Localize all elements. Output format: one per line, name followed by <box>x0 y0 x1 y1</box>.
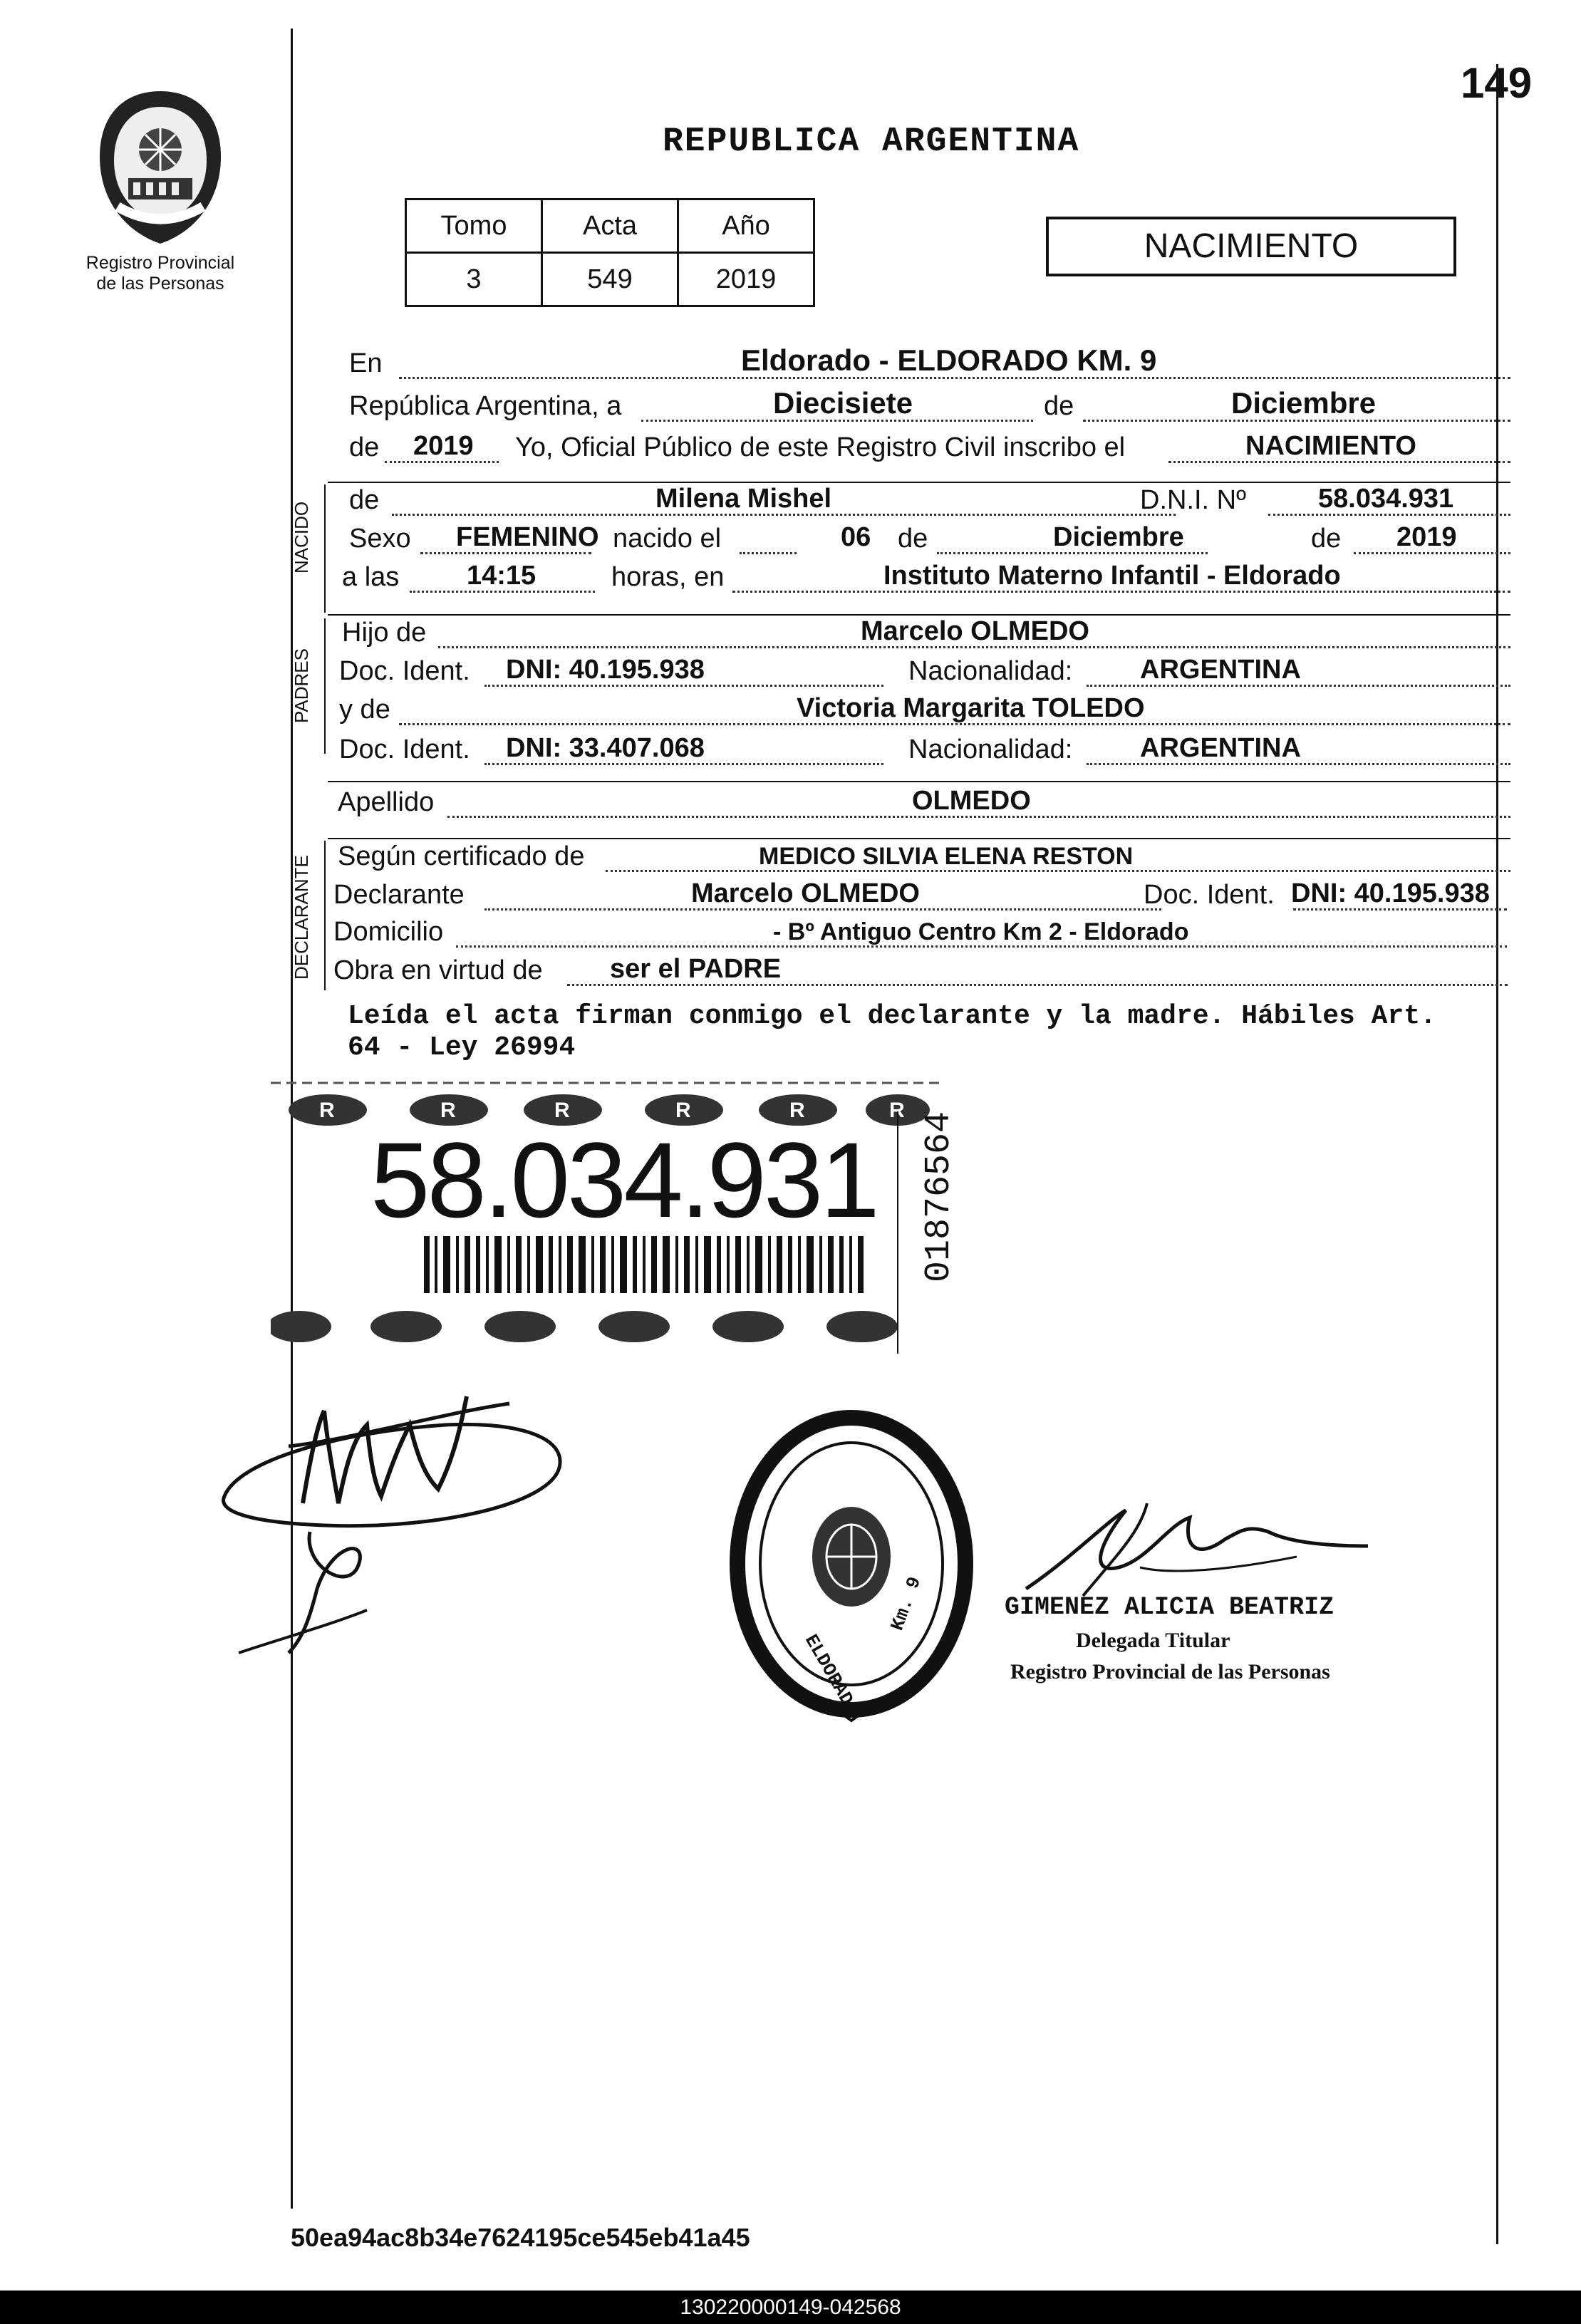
row-declarante <box>333 878 1510 918</box>
value-obra: ser el PADRE <box>610 954 782 984</box>
label-doc3: Doc. Ident. <box>1144 880 1275 910</box>
label-nacido: nacido el <box>613 524 722 554</box>
row-certificado <box>338 841 1510 879</box>
logo-caption-line2: de las Personas <box>96 274 224 294</box>
footer-barcode-label: 130220000149-042568 <box>0 2291 1581 2324</box>
side-label-padres: PADRES <box>291 648 312 723</box>
page-number: 149 <box>1461 59 1533 107</box>
svg-text:Km. 9: Km. 9 <box>886 1574 926 1634</box>
label-obra: Obra en virtud de <box>333 955 543 985</box>
label-de3: de <box>349 485 380 515</box>
row-padre <box>342 617 1510 655</box>
value-hora: 14:15 <box>467 561 536 591</box>
svg-text:R: R <box>789 1099 805 1122</box>
row-domicilio <box>333 916 1510 955</box>
side-label-nacido: NACIDO <box>291 501 312 574</box>
label-domicilio: Domicilio <box>333 917 444 947</box>
label-horas-en: horas, en <box>611 562 725 592</box>
sticker-dni-number: 58.034.931 <box>370 1120 877 1240</box>
rule-after-header <box>328 482 1510 483</box>
value-doc3: DNI: 40.195.938 <box>1291 878 1490 908</box>
side-label-declarante: DECLARANTE <box>291 855 312 980</box>
label-de4: de <box>898 524 928 554</box>
row-sexo <box>342 523 1510 561</box>
svg-text:R: R <box>675 1099 691 1122</box>
value-dia: Diecisiete <box>773 386 913 420</box>
logo-caption-line1: Registro Provincial <box>85 253 235 273</box>
value-anio: 2019 <box>678 253 814 306</box>
label-declarante: Declarante <box>333 880 465 910</box>
declarant-signature <box>210 1354 581 1674</box>
header-acta: Acta <box>542 199 678 253</box>
official-signature <box>1012 1489 1382 1603</box>
value-en: Eldorado - ELDORADO KM. 9 <box>741 343 1157 377</box>
label-doc1: Doc. Ident. <box>339 656 470 686</box>
inscribo-text: Yo, Oficial Público de este Registro Civil inscribo el <box>515 432 1126 462</box>
value-certificado: MEDICO SILVIA ELENA RESTON <box>759 843 1134 870</box>
row-nombre <box>342 484 1510 523</box>
value-doc2: DNI: 33.407.068 <box>506 733 705 763</box>
label-de2: de <box>349 432 380 462</box>
label-certificado: Según certificado de <box>338 841 585 871</box>
svg-text:R: R <box>554 1099 570 1122</box>
official-stamp <box>720 1396 983 1731</box>
label-apellido: Apellido <box>338 787 435 817</box>
value-nacido-mes: Diciembre <box>1053 522 1184 552</box>
value-tomo: 3 <box>406 253 542 306</box>
row-inscripcion <box>342 432 1510 470</box>
rule-after-padres <box>328 781 1510 782</box>
label-nac1: Nacionalidad: <box>908 656 1073 686</box>
signer-name: GIMENEZ ALICIA BEATRIZ <box>1005 1593 1334 1622</box>
row-lugar <box>342 343 1510 386</box>
row-madre <box>339 693 1510 732</box>
label-en: En <box>349 348 383 378</box>
label-dni: D.N.I. Nº <box>1140 485 1246 515</box>
padres-section-rule <box>324 618 326 754</box>
label-republica: República Argentina, a <box>349 391 622 421</box>
header-tomo: Tomo <box>406 199 542 253</box>
value-mes: Diciembre <box>1231 386 1377 420</box>
header-anio: Año <box>678 199 814 253</box>
rule-after-apellido <box>328 838 1510 839</box>
provincial-registry-logo <box>71 85 249 299</box>
value-apellido: OLMEDO <box>912 786 1031 816</box>
misiones-seal-icon <box>89 85 232 249</box>
value-declarante: Marcelo OLMEDO <box>691 878 920 908</box>
value-nombre: Milena Mishel <box>655 484 832 514</box>
value-madre: Victoria Margarita TOLEDO <box>797 693 1145 723</box>
signer-role: Delegada Titular <box>1076 1629 1230 1652</box>
row-fecha <box>342 386 1510 429</box>
label-nac2: Nacionalidad: <box>908 735 1073 764</box>
row-doc-padre <box>339 655 1510 694</box>
label-alas: a las <box>342 562 400 592</box>
acta-reference-table <box>405 198 815 307</box>
label-de: de <box>1044 391 1074 421</box>
sticker-vertical-code: 01876564 <box>919 1111 960 1282</box>
declarante-section-rule <box>324 841 326 990</box>
label-de5: de <box>1311 524 1342 554</box>
row-obra <box>333 954 1510 993</box>
label-hijo: Hijo de <box>342 618 427 648</box>
svg-text:ELDORADO: ELDORADO <box>800 1631 864 1719</box>
value-nacido-dia: 06 <box>841 522 871 552</box>
closing-statement: Leída el acta firman conmigo el declarante y la madre. Hábiles Art. 64 - Ley 26994 <box>348 1001 1436 1063</box>
signer-office: Registro Provincial de las Personas <box>1010 1660 1330 1684</box>
row-hora <box>342 561 1510 600</box>
value-anio: 2019 <box>413 431 474 461</box>
value-sexo: FEMENINO <box>456 522 599 552</box>
label-sexo: Sexo <box>349 524 411 554</box>
document-hash: 50ea94ac8b34e7624195ce545eb41a45 <box>291 2223 750 2252</box>
value-dni: 58.034.931 <box>1318 484 1454 514</box>
record-type-box: NACIMIENTO <box>1046 217 1456 276</box>
value-padre: Marcelo OLMEDO <box>861 616 1089 646</box>
handwritten-signature-icon <box>210 1354 581 1674</box>
svg-text:R: R <box>319 1099 335 1122</box>
label-doc2: Doc. Ident. <box>339 735 470 764</box>
document-title: REPUBLICA ARGENTINA <box>663 123 1080 161</box>
value-nacido-anio: 2019 <box>1396 522 1457 552</box>
row-apellido <box>338 786 1510 825</box>
value-nac1: ARGENTINA <box>1140 655 1301 685</box>
rule-after-nacido <box>328 614 1510 616</box>
value-domicilio: - Bº Antiguo Centro Km 2 - Eldorado <box>773 918 1189 945</box>
svg-text:R: R <box>889 1099 905 1122</box>
label-yde: y de <box>339 695 390 725</box>
delegation-seal-icon <box>720 1396 983 1731</box>
handwritten-signature-icon-2 <box>1012 1489 1382 1603</box>
value-nac2: ARGENTINA <box>1140 733 1301 763</box>
svg-text:R: R <box>440 1099 456 1122</box>
value-doc1: DNI: 40.195.938 <box>506 655 705 685</box>
value-lugar: Instituto Materno Infantil - Eldorado <box>883 561 1341 591</box>
value-tipo: NACIMIENTO <box>1245 431 1416 461</box>
row-doc-madre <box>339 733 1510 772</box>
value-acta: 549 <box>542 253 678 306</box>
nacido-section-rule <box>324 484 326 613</box>
